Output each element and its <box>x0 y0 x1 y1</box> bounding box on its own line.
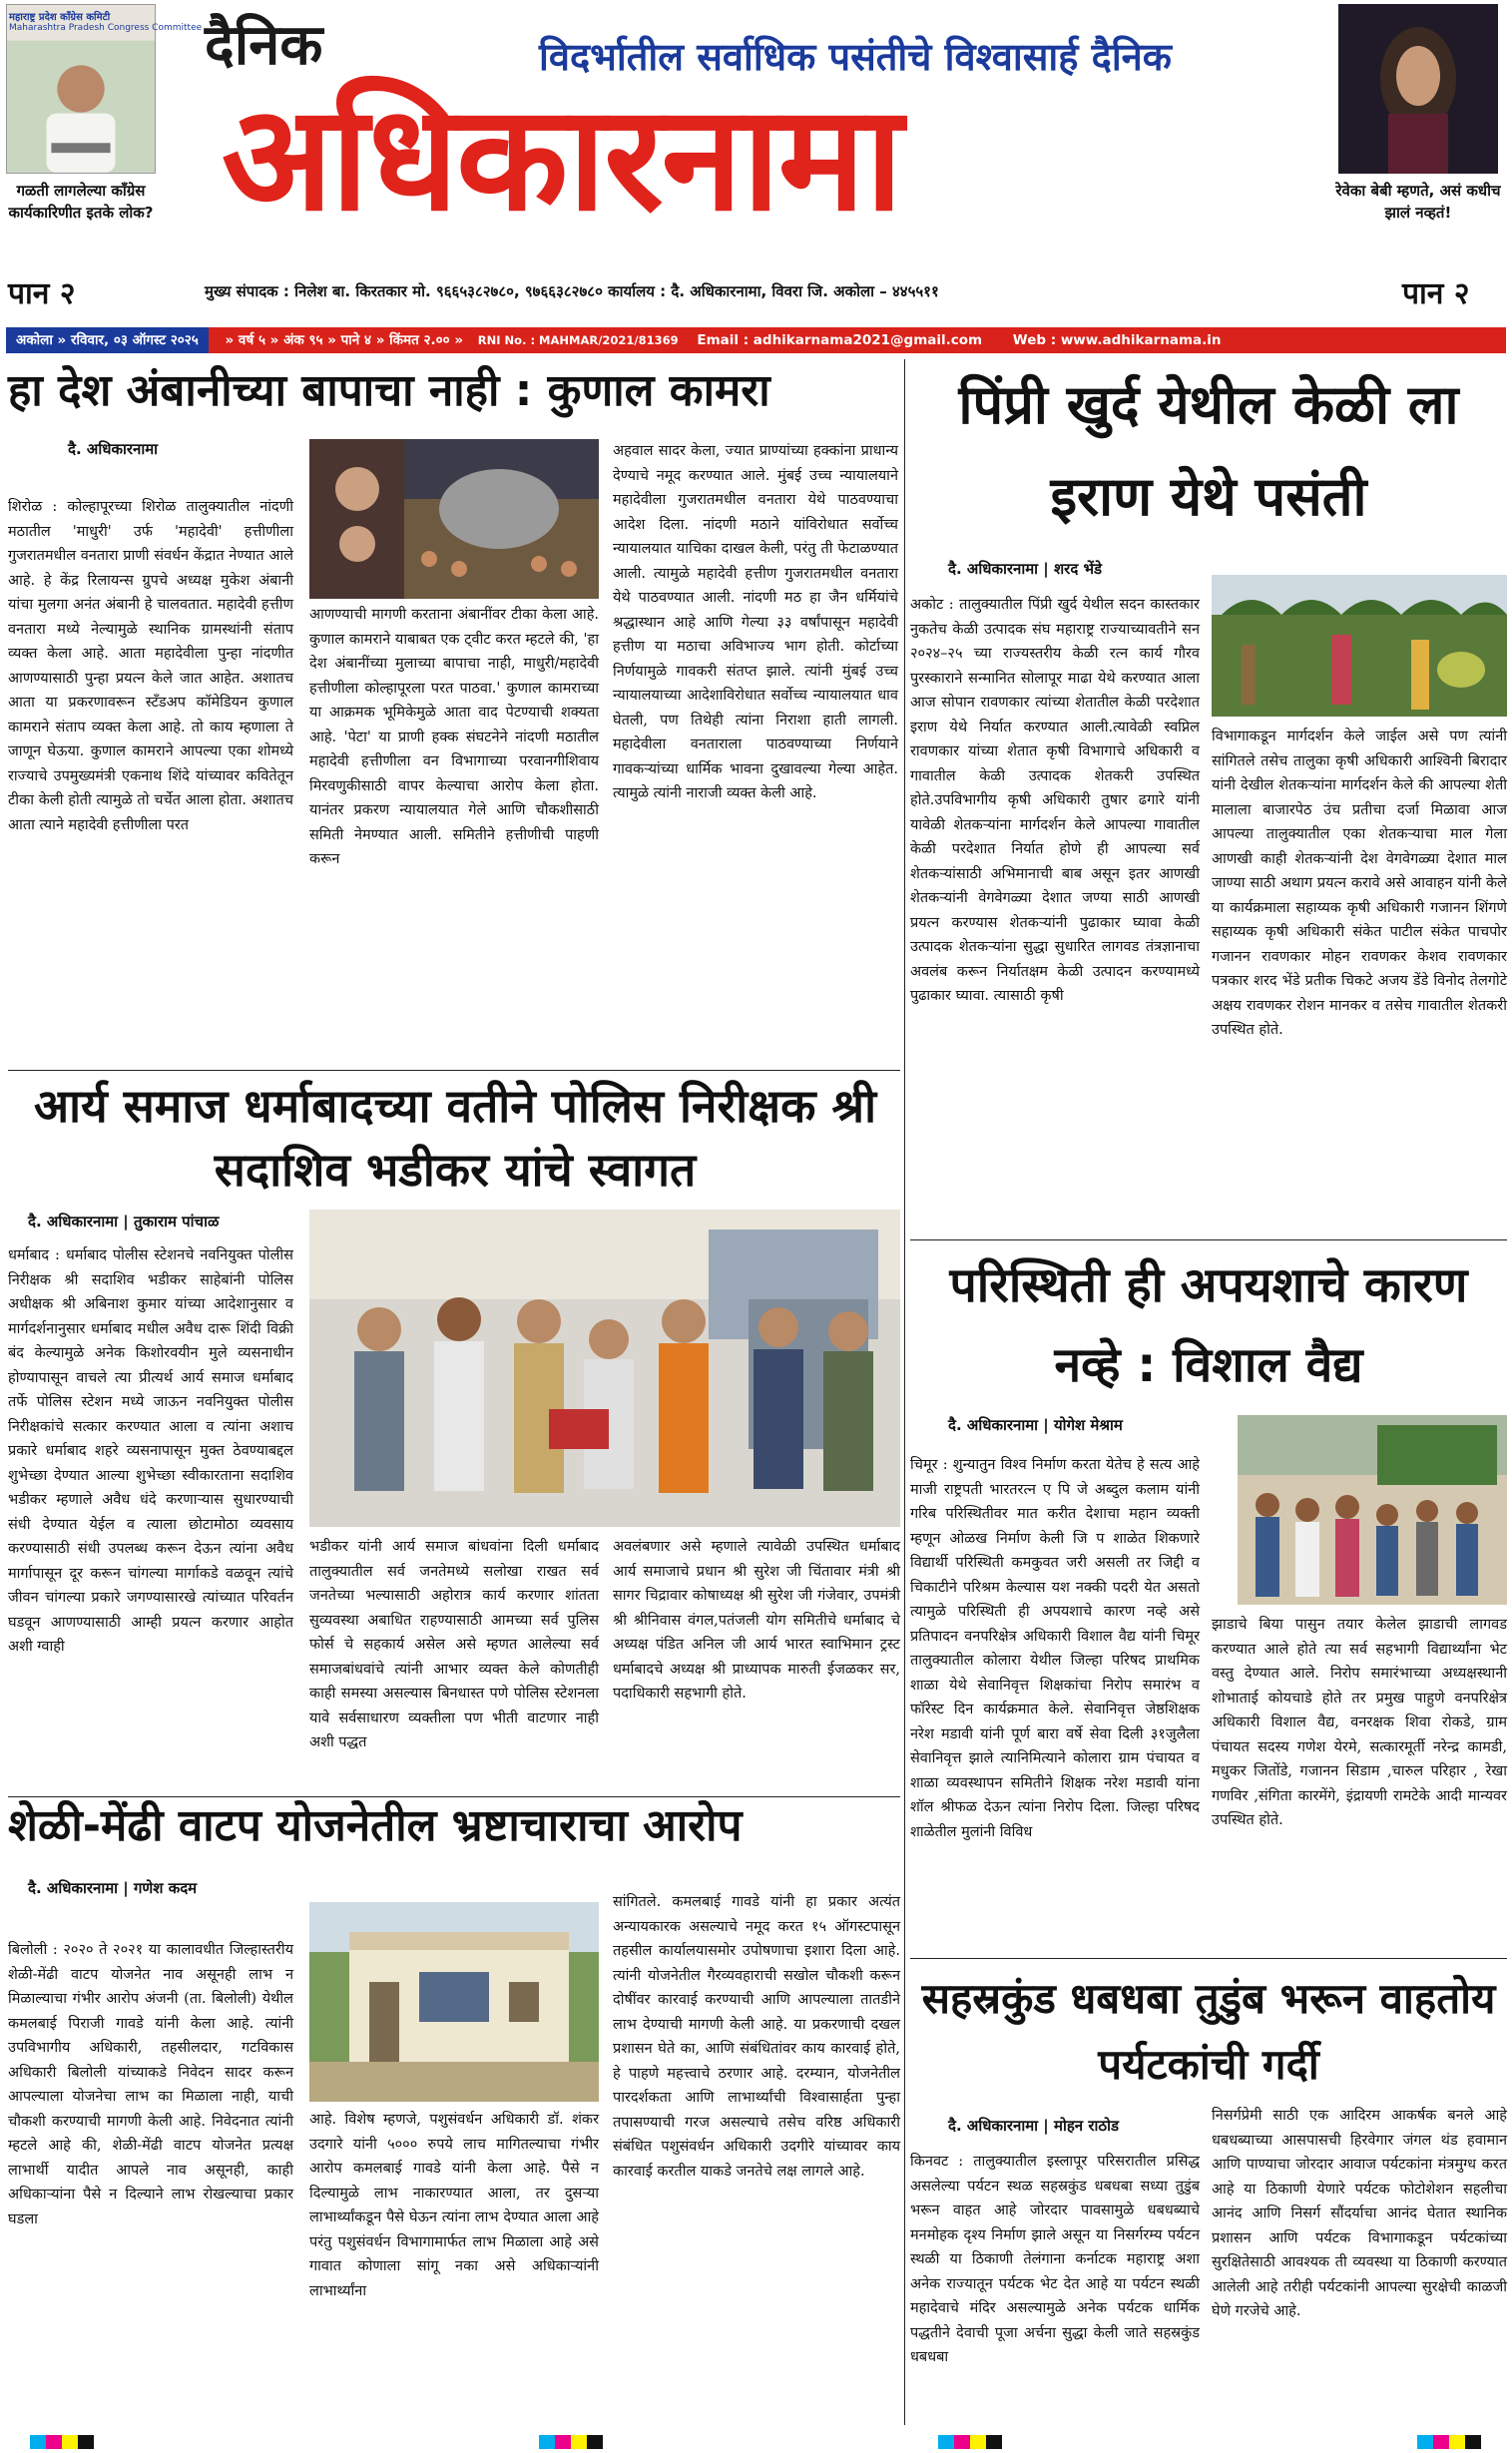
arya-col3: अवलंबणार असे म्हणाले त्यावेळी उपस्थित धर्माबाद आर्य समाजाचे प्रधान श्री सुरेश जी चिंतावार मंत्री श्री सागर चिद्रावार कोषाध्यक्ष श्री सुरेश जी गंजेवार, उपमंत्री श्री श्रीनिवास वंगल,पतंजली योग समितीचे धर्माबाद चे अध्यक्ष पंडित अनिल जी आर्य भारत स्वाभिमान ट्रस्ट धर्माबादचे अध्यक्ष श्री प्राध्यापक मारुती ईजळकर सर, पदाधिकारी सहभागी होते. <box>613 1539 900 1702</box>
city-date: अकोला » रविवार, ०३ ऑगस्ट २०२५ <box>6 327 209 353</box>
vaidya-photo <box>1238 1415 1507 1605</box>
banana-headline: पिंप्री खुर्द येथील केळी ला इराण येथे पसंती <box>958 373 1459 528</box>
arya-headline: आर्य समाज धर्माबादच्या वतीने पोलिस निरीक्षक श्री सदाशिव भडीकर यांचे स्वागत <box>33 1079 876 1197</box>
registration-marks <box>539 2435 603 2449</box>
section-rule <box>910 1239 1507 1240</box>
right-promo-caption: रेवेका बेबी म्हणते, असं कधीच झालं नव्हतं! <box>1335 182 1501 222</box>
sahastrakund-col1: किनवट : तालुक्यातील इस्लापूर परिसरातील प्रसिद्ध असलेल्या पर्यटन स्थळ सहस्रकुंड धबधबा सध्या तुडुंब भरून वाहत आहे जोरदार पावसामुळे धबधब्याचे मनमोहक दृश्य निर्माण झाले असून या निसर्गरम्य पर्यटन स्थळी या ठिकाणी तेलंगाना कर्नाटक महाराष्ट्र अशा अनेक राज्यातून पर्यटक भेट देत आहे या पर्यटन स्थळी महादेवाचे मंदिर असल्यामुळे अनेक पर्यटक धार्मिक पद्धतीने देवाची पूजा अर्चना सुद्धा केली जाते सहस्रकुंड धबधबा <box>910 2154 1200 2365</box>
section-rule <box>910 1958 1507 1959</box>
left-promo-photo <box>6 4 203 174</box>
editor-line: मुख्य संपादक : निलेश बा. किरतकार मो. ९६६५३८२७८०, ९७६६३८२७८० कार्यालय : दै. अधिकारनामा, विवरा जि. अकोला – ४४५५११ <box>205 282 939 300</box>
kamra-col2: आणण्याची मागणी करताना अंबानींवर टीका केला आहे. कुणाल कामराने याबाबत एक ट्वीट करत म्हटले की, 'हा देश अंबानींच्या मुलाच्या बापाचा नाही, माधुरी/महादेवी हत्तीणीला कोल्हापूरला परत पाठवा.' कुणाल कामराच्या या आक्रमक भूमिकेमुळे आता वाद पेटण्याची शक्यता आहे. 'पेटा' या प्राणी हक्क संघटनेने नांदणी मठातील महादेवी हत्तीणीला वन विभागाच्या परवानगीशिवाय मिरवणुकीसाठी वापर केल्याचा आरोप केला होता. यानंतर प्रकरण न्यायालयात गेले आणि चौकशीसाठी समिती नेमण्यात आली. समितीने हत्तीणीची पाहणी करून <box>309 607 599 867</box>
newspaper-name: अधिकारनामा <box>222 74 901 244</box>
vaidya-col2: झाडाचे बिया पासुन तयार केलेल झाडाची लागवड करण्यात आले होते त्या सर्व सहभागी विद्यार्थ्यांना भेट वस्तु देण्यात आले. निरोप समारंभाच्या अध्यक्षस्थानी शोभाताई कोयचाडे होते तर प्रमुख पाहुणे वनपरिक्षेत्र अधिकारी विशाल वैद्य, वनरक्षक शिवा रोकडे, ग्राम पंचायत सदस्य गणेश येरमे, सत्कारमूर्ती नरेन्द्र कामडी, मधुकर जितोंडे, गजानन सिडाम ,चारुल परिहार , रेखा गणविर ,संगिता कारमेंगे, इंद्रायणी रामटेके आदी मान्यवर उपस्थित होते. <box>1212 1617 1507 1828</box>
arya-col2: भडीकर यांनी आर्य समाज बांधवांना दिली धर्माबाद तालुक्यातील सर्व जनतेमध्ये सलोखा राखत सर्व जनतेच्या भल्यासाठी अहोरात्र कार्य करणार शांतता सुव्यवस्था अबाधित राहण्यासाठी आमच्या सर्व पुलिस फोर्स चे सहकार्य असेल असे म्हणत आलेल्या सर्व समाजबांधवांचे त्यांनी आभार व्यक्त केले कोणतीही काही समस्या असल्यास बिनधास्त पणे पोलिस स्टेशनला यावे सर्वसाधारण व्यक्तीला पण भीती वाटणार नाही अशी पद्धत <box>309 1539 599 1750</box>
left-promo-banner: महाराष्ट्र प्रदेश काँग्रेस कमिटी <box>9 12 111 23</box>
daily-label: दैनिक <box>205 13 323 78</box>
shelimendhi-col3: सांगितले. कमलबाई गावडे यांनी हा प्रकार अत्यंत अन्यायकारक असल्याचे नमूद करत १५ ऑगस्टपासून तहसील कार्यालयासमोर उपोषणाचा इशारा दिला आहे. त्यांनी योजनेतील गैरव्यवहाराची सखोल चौकशी करून दोषींवर कारवाई करण्याची आणि आपल्याला तातडीने लाभ देण्याची मागणी केली आहे. या प्रकरणाची दखल प्रशासन घेते का, आणि संबंधितांवर काय कारवाई होते, हे पाहणे महत्त्वाचे ठरणार आहे. दरम्यान, योजनेतील पारदर्शकता आणि लाभार्थ्यांची विश्वासार्हता पुन्हा तपासण्याची गरज असल्याचे तसेच वरिष्ठ अधिकारी संबंधित पशुसंवर्धन अधिकारी उदगीरे यांच्यावर काय कारवाई करतील याकडे जनतेचे लक्ष लागले आहे. <box>613 1894 900 2180</box>
arya-col1: धर्माबाद : धर्माबाद पोलीस स्टेशनचे नवनियुक्त पोलीस निरीक्षक श्री सदाशिव भडीकर साहेबांनी पोलिस अधीक्षक श्री अबिनाश कुमार यांच्या आदेशानुसार व मार्गदर्शनानुसार धर्माबाद मधील अवैध दारू शिंदी विक्री बंद केल्यामुळे अनेक किशोरवयीन मुले व्यसनाधीन होण्यापासून वाचले त्या प्रीत्यर्थ आर्य समाज धर्माबाद तर्फे पोलिस स्टेशन मध्ये जाऊन नवनियुक्त पोलीस निरीक्षकांचे सत्कार करण्यात आला व त्यांना अशाच प्रकारे धर्माबाद शहरे व्यसनापासून मुक्त ठेवण्याबद्दल शुभेच्छा देण्यात आल्या शुभेच्छा स्वीकारताना सदाशिव भडीकर म्हणाले अवैध धंदे करणाऱ्यास सुधारण्याची संधी देण्यात येईल व त्याला छोटामोठा व्यवसाय करण्यासाठी संधी उपलब्ध करून देऊन त्यांना अवैध मार्गापासून दूर करून चांगल्या मार्गाकडे वळवून त्यांचे जीवन चांगल्या प्रकारे जगण्यासारखे त्यांच्यात परिवर्तन घडवून आणण्यासाठी आम्ही प्रयत्न करणार आहोत अशी ग्वाही <box>8 1247 294 1655</box>
banana-col2: विभागाकडून मार्गदर्शन केले जाईल असे पण त्यांनी सांगितले तसेच तालुका कृषी अधिकारी आश्विनी बिरादार यांनी देखील शेतकऱ्यांना मार्गदर्शन केले की आपल्या शेती मालाला बाजारपेठ उंच प्रतीचा दर्जा मिळावा आज आपल्या तालुक्यातील एका शेतकऱ्याचा माल गेला आणखी काही शेतकऱ्यांनी देश वेगवेगळ्या देशात माल जाण्या साठी अथाग प्रयत्न करावे असे आवाहन यांनी केले या कार्यक्रमाला सहाय्यक कृषी अधिकारी गजानन शिंगणे सहाय्यक कृषी अधिकारी संकेत पाटील संकेत पाचपोर गजानन रावणकार मोहन रावणकर केशव रावणकार पत्रकार शरद भेंडे प्रतीक चिकटे अजय डेंडे विनोद तेलगोटे अक्षय रावणकर रोशन मानकर व तसेच गावातील शेतकरी उपस्थित होते. <box>1212 729 1507 1038</box>
rni-number: RNI No. : MAHMAR/2021/81369 <box>477 333 679 347</box>
shelimendhi-photo <box>309 1902 599 2102</box>
shelimendhi-col2: आहे. विशेष म्हणजे, पशुसंवर्धन अधिकारी डॉ. शंकर उदगारे यांनी ५००० रुपये लाच मागितल्याचा गंभीर आरोप कमलबाई गावडे यांनी केला आहे. पैसे न दिल्यामुळे लाभ नाकारण्यात आला, तर दुसऱ्या लाभार्थ्यांकडून पैसे घेऊन त्यांना लाभ देण्यात आला आहे परंतु पशुसंवर्धन विभागामार्फत लाभ मिळाला आहे असे गावात कोणाला सांगू नका असे अधिकाऱ्यांनी लाभार्थ्यांना <box>309 2112 599 2299</box>
web-link[interactable]: Web : www.adhikarnama.in <box>1012 332 1222 348</box>
registration-marks <box>30 2435 94 2449</box>
shelimendhi-byline: दै. अधिकारनामा | गणेश कदम <box>28 1879 198 1897</box>
kamra-headline: हा देश अंबानीच्या बापाचा नाही : कुणाल कामरा <box>8 365 770 416</box>
email-link[interactable]: Email : adhikarnama2021@gmail.com <box>697 332 983 348</box>
registration-marks <box>1417 2435 1481 2449</box>
section-rule <box>8 1796 900 1797</box>
arya-byline: दै. अधिकारनामा | तुकाराम पांचाळ <box>28 1213 220 1230</box>
vaidya-col1: चिमूर : शुन्यातुन विश्व निर्माण करता येतेच हे सत्य आहे माजी राष्ट्रपती भारतरत्न ए पि जे अब्दुल कलाम यांनी गरिब परिस्थितीवर मात करीत देशाचा महान व्यक्ती म्हणून ओळख निर्माण केली जि प शाळेत शिकणारे विद्यार्थी परिस्थिती कमकुवत जरी असली तर जिद्दी व चिकाटीने परिश्रम केल्यास यश नक्की पदरी येत असतो त्यामुळे परिस्थिती ही अपयशाचे कारण नव्हे असे प्रतिपादन वनपरिक्षेत्र अधिकारी विशाल वैद्य यांनी चिमूर तालुक्यातील कोलारा येथील जिल्हा परिषद प्राथमिक शाळा येथे सेवानिवृत्त शिक्षकांचा निरोप समारंभ व फॉरेस्ट दिन कार्यक्रमात केले. सेवानिवृत्त जेष्ठशिक्षक नरेश मडावी यांनी पूर्ण बारा वर्षे सेवा दिली ३१जुलैला सेवानिवृत्त झाले त्यानिमित्याने कोलारा ग्राम पंचायत व शाळा व्यवस्थापन समितीने शिक्षक नरेश मडावी यांना शॉल श्रीफळ देऊन त्यांना निरोप दिला. जिल्हा परिषद शाळेतील मुलांनी विविध <box>910 1457 1200 1840</box>
left-promo[interactable] <box>6 4 203 253</box>
sahastrakund-col2: निसर्गप्रेमी साठी एक आदिरम आकर्षक बनले आहे धबधब्याच्या आसपासची हिरवेगार जंगल थंड हवामान आणि पाण्याचा जोरदार आवाज पर्यटकांना मंत्रमुग्ध करत आहे या ठिकाणी येणारे पर्यटक फोटोशेशन सहलीचा आनंद आणि निसर्ग सौंदर्याचा आनंद घेतात स्थानिक प्रशासन आणि पर्यटक विभागाकडून पर्यटकांच्या सुरक्षितेसाठी आवश्यक ती व्यवस्था या ठिकाणी करण्यात आलेली आहे तरीही पर्यटकांनी आपल्या सुरक्षेची काळजी घेणे गरजेचे आहे. <box>1212 2108 1507 2319</box>
page-label-left: पान २ <box>8 276 76 311</box>
banana-col1: अकोट : तालुक्यातील पिंप्री खुर्द येथील सदन कास्तकार नुकतेच केळी उत्पादक संघ महाराष्ट्र राज्याच्यावतीने सन २०२४–२५ च्या राज्यस्तरीय केळी रत्न कार्य गौरव पुरस्काराने सन्मानित सोलापूर माढा येथे करण्यात आला आज सोपान रावणकार त्यांच्या शेतातील केळी परदेशात इराण येथे निर्यात करण्यात आली.त्यावेळी स्वप्निल रावणकार यांच्या शेतात कृषी विभागाचे अधिकारी व गावातील केळी उत्पादक शेतकरी उपस्थित होते.उपविभागीय कृषी अधिकारी तुषार ढगारे यांनी यावेळी शेतकऱ्यांना मार्गदर्शन केले आपल्या गावातील केळी परदेशात निर्यात होणे ही आपल्या सर्व शेतकऱ्यांसाठी अभिमानाची बाब असून इतर आणखी शेतकऱ्यांनी वेगवेगळ्या देशात जण्या साठी आणखी प्रयत्न करण्यास शेतकऱ्यांनी पुढाकार घ्यावा केळी उत्पादक शेतकऱ्यांना सुद्धा सुधारित लागवड तंत्रज्ञानाचा अवलंब करून निर्यातक्षम केळी उत्पादन करण्यामध्ये पुढाकार घ्यावा. त्यासाठी कृषी <box>910 597 1200 1004</box>
left-promo-banner-en: Maharashtra Pradesh Congress Committee <box>9 23 203 33</box>
vaidya-byline: दै. अधिकारनामा | योगेश मेश्राम <box>948 1416 1123 1434</box>
info-strip <box>6 327 1506 353</box>
registration-marks <box>938 2435 1002 2449</box>
vaidya-headline: परिस्थिती ही अपयशाचे कारण नव्हे : विशाल वैद्य <box>949 1257 1468 1393</box>
column-rule <box>904 359 905 2425</box>
kamra-byline: दै. अधिकारनामा <box>68 440 159 458</box>
kamra-col3: अहवाल सादर केला, ज्यात प्राण्यांच्या हक्कांना प्राधान्य देण्याचे नमूद करण्यात आले. मुंबई उच्च न्यायालयाने महादेवीला गुजरातमधील वनतारा येथे पाठवण्याचा आदेश दिला. नांदणी मठाने यांविरोधात सर्वोच्च न्यायालयात याचिका दाखल केली, परंतु ती फेटाळण्यात आली. त्यामुळे महादेवी हत्तीण गुजरातमधील वनतारा येथे पाठवण्यात आली. नांदणी मठ हा जैन धर्मियांचे श्रद्धास्थान आहे आणि गेल्या ३३ वर्षांपासून महादेवी हत्तीण या मठाचा अविभाज्य भाग होती. कोर्टाच्या निर्णयामुळे गावकरी संतप्त झाले. त्यांनी मुंबई उच्च न्यायालयाच्या आदेशाविरोधात सर्वोच्च न्यायालयात धाव घेतली, पण तिथेही त्यांना निराशा हाती लागली. महादेवीला वनताराला पाठवण्याच्या निर्णयाने गावकऱ्यांच्या धार्मिक भावना दुखावल्या गेल्या आहेत. त्यामुळे त्यांनी नाराजी व्यक्त केली आहे. <box>613 443 898 801</box>
page-label-right: पान २ <box>1402 276 1470 311</box>
right-promo-photo <box>1338 4 1498 174</box>
sahastrakund-headline: सहस्रकुंड धबधबा तुडुंब भरून वाहतोय पर्यटकांची गर्दी <box>921 1974 1496 2089</box>
kamra-col1: शिरोळ : कोल्हापूरच्या शिरोळ तालुक्यातील नांदणी मठातील 'माधुरी' उर्फ 'महादेवी' हत्तीणीला गुजरातमधील वनतारा प्राणी संवर्धन केंद्रात नेण्यात आले आहे. हे केंद्र रिलायन्स ग्रुपचे अध्यक्ष मुकेश अंबानी यांचा मुलगा अनंत अंबानी हे चालवतात. महादेवी हत्तीण वनतारा मध्ये नेल्यामुळे स्थानिक ग्रामस्थांनी संताप व्यक्त केला आहे. आता महादेवीला पुन्हा नांदणीत आणण्यासाठी पुन्हा प्रयत्न केले जात आहेत. अशातच आता या प्रकरणावरून स्टँडअप कॉमेडियन कुणाल कामराने संताप व्यक्त केला आहे. तो काय म्हणाला ते जाणून घेऊया. कुणाल कामराने आपल्या एका शोमध्ये राज्याचे उपमुख्यमंत्री एकनाथ शिंदे यांच्यावर कवितेतून टीका केली होती त्यामुळे तो चर्चेत आला होता. अशातच आता त्याने महादेवी हत्तीणीला परत <box>8 499 293 833</box>
tagline: विदर्भातील सर्वाधिक पसंतीचे विश्वासार्ह दैनिक <box>539 35 1172 79</box>
sahastrakund-byline: दै. अधिकारनामा | मोहन राठोड <box>948 2117 1119 2135</box>
issue-meta: » वर्ष ५ » अंक ९५ » पाने ४ » किंमत २.०० » <box>225 332 464 348</box>
banana-byline: दै. अधिकारनामा | शरद भेंडे <box>948 560 1103 578</box>
arya-photo <box>309 1210 900 1527</box>
shelimendhi-col1: बिलोली : २०२० ते २०२१ या कालावधीत जिल्हास्तरीय शेळी-मेंढी वाटप योजनेत नाव असूनही लाभ न मिळाल्याचा गंभीर आरोप अंजनी (ता. बिलोली) येथील कमलबाई पिराजी गावडे यांनी केला आहे. त्यांनी उपविभागीय अधिकारी, तहसीलदार, गटविकास अधिकारी बिलोली यांच्याकडे निवेदन सादर करून आपल्याला योजनेचा लाभ का मिळाला नाही, याची चौकशी करण्याची मागणी केली आहे. निवेदनात त्यांनी म्हटले आहे की, शेळी-मेंढी वाटप योजनेत प्रत्यक्ष लाभार्थी यादीत आपले नाव असूनही, काही अधिकाऱ्यांना पैसे न दिल्याने लाभ रोखल्याचा प्रकार घडला <box>8 1942 293 2227</box>
right-promo[interactable] <box>1333 4 1503 253</box>
banana-photo <box>1212 575 1507 717</box>
shelimendhi-headline: शेळी-मेंढी वाटप योजनेतील भ्रष्टाचाराचा आरोप <box>8 1800 743 1851</box>
left-promo-caption: गळती लागलेल्या काँग्रेस कार्यकारिणीत इतके लोक? <box>8 182 154 222</box>
kamra-photo <box>309 439 599 599</box>
section-rule <box>8 1070 900 1071</box>
